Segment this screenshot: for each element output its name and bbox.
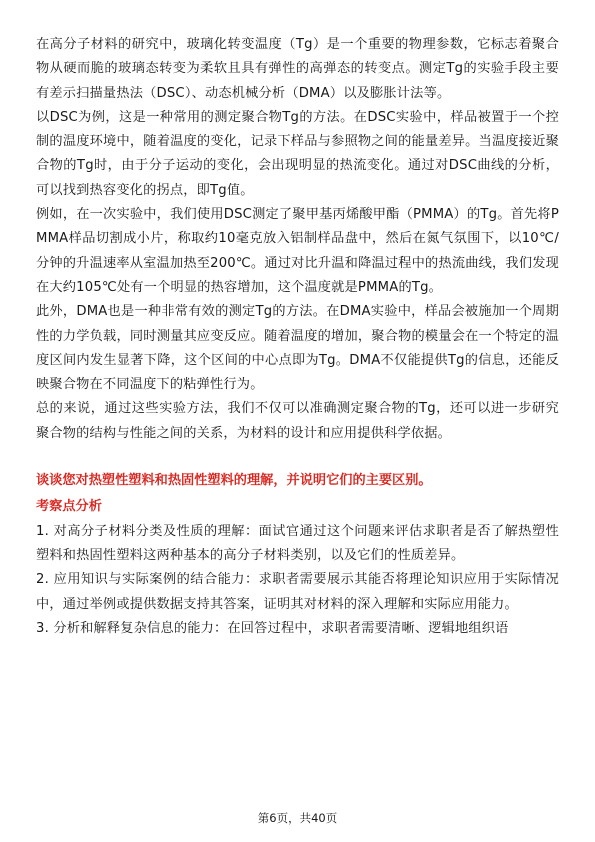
analysis-heading: 考察点分析 (36, 499, 102, 515)
analysis-item-2: 2. 应用知识与实际案例的结合能力：求职者需要展示其能否将理论知识应用于实际情况中，通过举例或提供数据支持其答案，证明其对材料的深入理解和实际应用能力。 (36, 572, 559, 612)
paragraph-pmma-example: 例如，在一次实验中，我们使用DSC测定了聚甲基丙烯酸甲酯（PMMA）的Tg。首先将PMMA样品切割成小片，称取约10毫克放入铝制样品盘中，然后在氮气氛围下，以10℃/分钟的升温速率从室温加热至200℃。通过对比升温和降温过程中的热流曲线，我们发现在大约105℃处有一个明显的热容增加，这个温度就是PMMA的Tg。 (36, 207, 559, 295)
page-number: 第6页，共40页 (257, 811, 338, 825)
paragraph-dsc-method: 以DSC为例，这是一种常用的测定聚合物Tg的方法。在DSC实验中，样品被置于一个控制的温度环境中，随着温度的变化，记录下样品与参照物之间的能量差异。当温度接近聚合物的Tg时，由于分子运动的变化，会出现明显的热流变化。通过对DSC曲线的分析，可以找到热容变化的拐点，即Tg值。 (36, 109, 559, 198)
paragraph-summary: 总的来说，通过这些实验方法，我们不仅可以准确测定聚合物的Tg，还可以进一步研究聚合物的结构与性能之间的关系，为材料的设计和应用提供科学依据。 (36, 401, 559, 441)
paragraph-dma-method: 此外，DMA也是一种非常有效的测定Tg的方法。在DMA实验中，样品会被施加一个周期性的力学负载，同时测量其应变反应。随着温度的增加，聚合物的模量会在一个特定的温度区间内发生显著下降，这个区间的中心点即为Tg。DMA不仅能提供Tg的信息，还能反映聚合物在不同温度下的粘弹性行为。 (36, 304, 559, 393)
analysis-item-3: 3. 分析和解释复杂信息的能力：在回答过程中，求职者需要清晰、逻辑地组织语 (36, 620, 509, 636)
interview-question: 谈谈您对热塑性塑料和热固性塑料的理解，并说明它们的主要区别。 (36, 473, 432, 489)
page-content (36, 33, 559, 641)
analysis-item-1: 1. 对高分子材料分类及性质的理解：面试官通过这个问题来评估求职者是否了解热塑性塑料和热固性塑料这两种基本的高分子材料类别，以及它们的性质差异。 (36, 523, 559, 563)
paragraph-tg-intro: 在高分子材料的研究中，玻璃化转变温度（Tg）是一个重要的物理参数，它标志着聚合物从硬而脆的玻璃态转变为柔软且具有弹性的高弹态的转变点。测定Tg的实验手段主要有差示扫描量热法（DSC）、动态机械分析（DMA）以及膨胀计法等。 (36, 37, 559, 101)
